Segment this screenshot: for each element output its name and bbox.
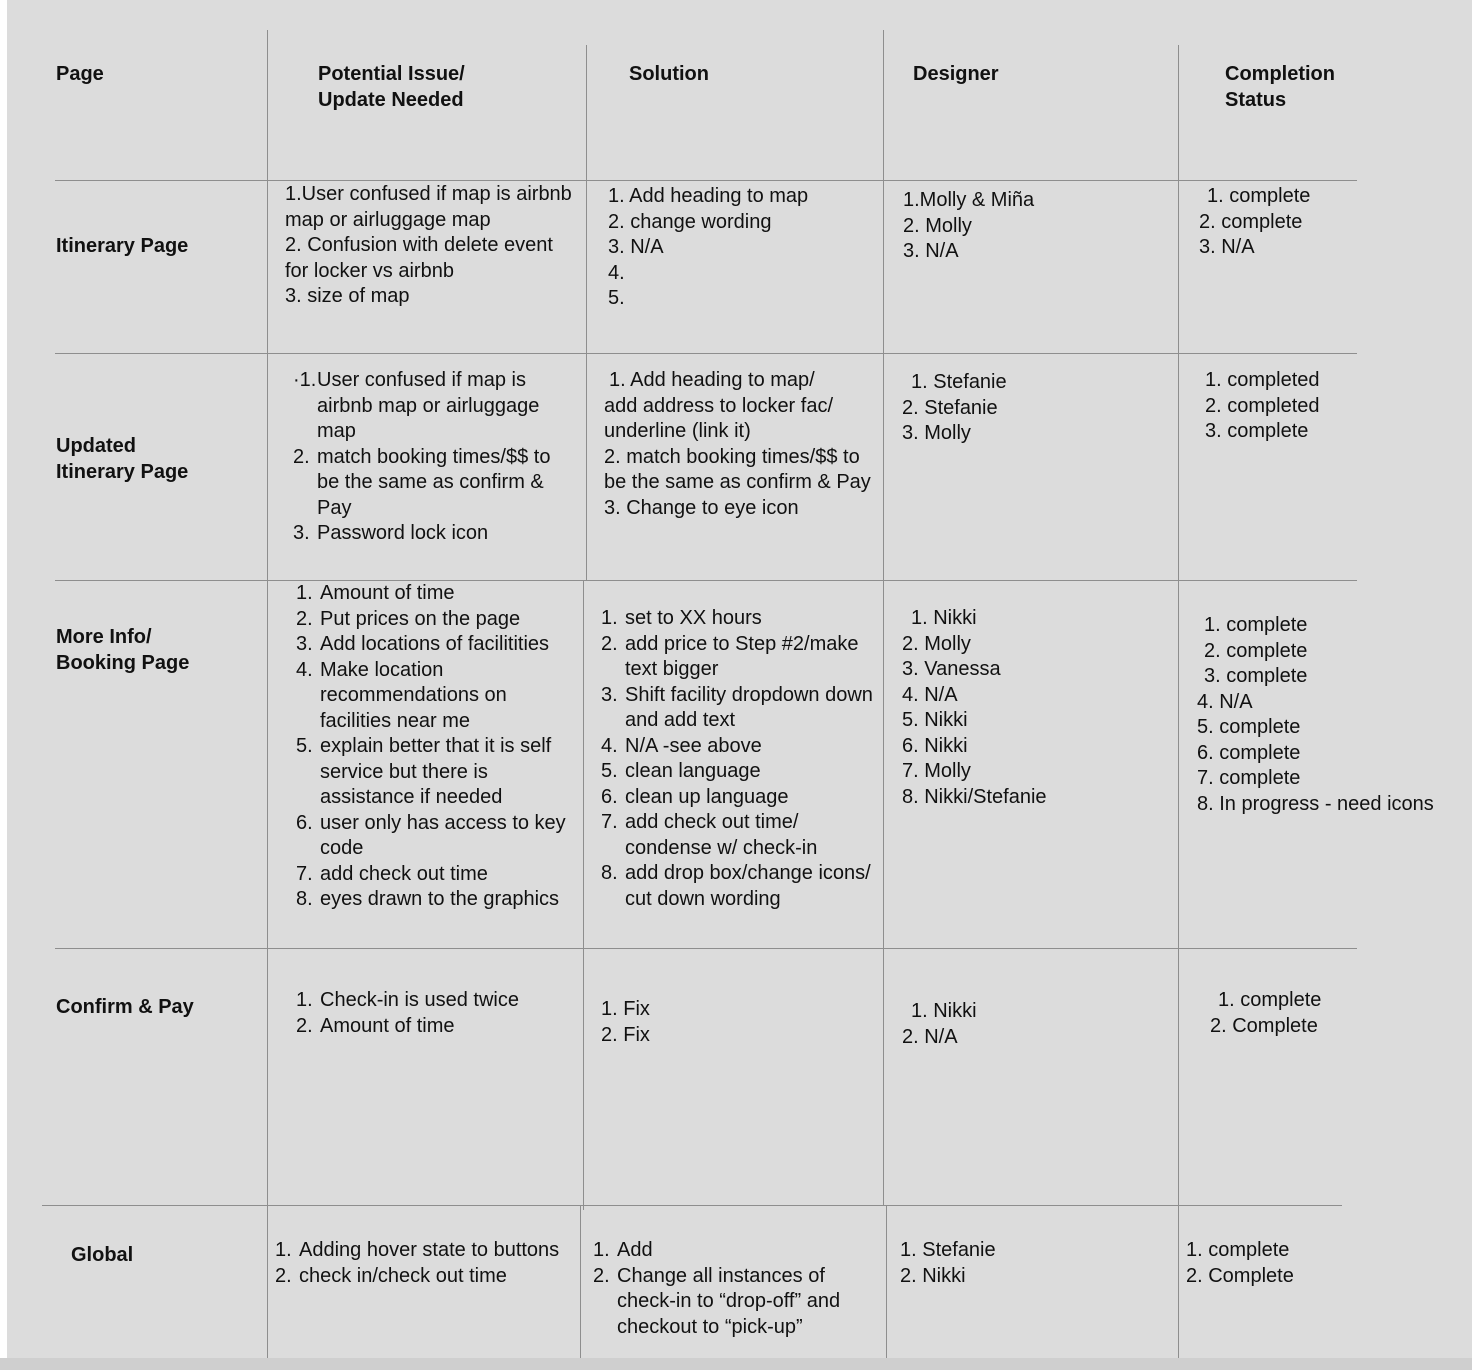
list-item: 8. add drop box/change icons/ cut down wording (601, 862, 871, 910)
list-item: 6. clean up language (601, 785, 789, 808)
list-item: 7. add check out time/ condense w/ check-in (601, 811, 818, 859)
list-item: 4. N/A -see above (601, 734, 762, 757)
row-designers: 1. Nikki 2. Molly 3. Vanessa 4. N/A 5. Nikki 6. Nikki 7. Molly 8. Nikki/Stefanie (902, 607, 1047, 808)
list-item: 1. Add (593, 1239, 653, 1261)
list-item: 8. eyes drawn to the graphics (296, 888, 560, 910)
left-edge-strip (0, 0, 7, 1370)
header-issue: Potential Issue/ Update Needed (318, 63, 465, 111)
row-page-label: Global (71, 1244, 134, 1266)
list-item: 1. set to XX hours (601, 607, 762, 629)
row-issues (275, 1238, 575, 1289)
list-item: 3. Add locations of facilitities (296, 633, 550, 655)
list-item: 4. Make location recommendations on facilities near me (296, 658, 507, 732)
row-solutions (601, 606, 881, 912)
row-issues (296, 988, 578, 1039)
row-solutions (593, 1238, 873, 1340)
column-divider (1178, 45, 1179, 1370)
row-solutions: 1. Add heading to map 2. change wording 3. N/A 4. 5. (608, 185, 809, 309)
row-page-label: Itinerary Page (56, 235, 189, 257)
header-page: Page (56, 63, 104, 85)
row-statuses: 1. complete 2. complete 3. complete 4. N/A 5. complete 6. complete 7. complete 8. In progress - need icons (1197, 614, 1434, 815)
column-divider (583, 580, 584, 1210)
list-item: 3. Password lock icon (293, 522, 489, 544)
row-statuses: 1. completed 2. completed 3. complete (1205, 369, 1320, 442)
row-designers: 1. Stefanie 2. Stefanie 3. Molly (902, 371, 1007, 444)
header-designer: Designer (913, 63, 999, 85)
row-page-label: More Info/ Booking Page (56, 626, 190, 674)
list-item: 2. Change all instances of check-in to “drop-off” and checkout to “pick-up” (593, 1264, 841, 1338)
row-issues (296, 581, 578, 913)
column-divider (883, 30, 884, 1205)
row-issues: 1.User confused if map is airbnb map or airluggage map 2. Confusion with delete event for locker vs airbnb 3. size of map (285, 183, 572, 307)
row-divider (55, 948, 1357, 949)
header-status: Completion Status (1225, 63, 1335, 111)
list-item: ·1. User confused if map is airbnb map or airluggage map (293, 369, 540, 442)
list-item: 5. explain better that it is self service but there is assistance if needed (296, 735, 552, 808)
list-item: 5. clean language (601, 760, 761, 782)
list-item: 1. Check-in is used twice (296, 989, 519, 1011)
list-item: 2. check in/check out time (275, 1264, 507, 1287)
row-issues (285, 368, 575, 547)
row-designers: 1. Stefanie 2. Nikki (900, 1239, 996, 1287)
list-item: 2. match booking times/$$ to be the same as confirm & Pay (293, 445, 551, 519)
list-item: 2. Put prices on the page (296, 607, 521, 630)
column-divider (580, 1205, 581, 1370)
column-divider (886, 1205, 887, 1370)
row-statuses: 1. complete 2. Complete (1186, 1239, 1294, 1287)
column-divider (586, 45, 587, 580)
row-divider (55, 180, 1357, 181)
list-item: 7. add check out time (296, 862, 488, 885)
list-item: 2. Amount of time (296, 1014, 455, 1037)
column-divider (267, 30, 268, 1370)
list-item: 1. Adding hover state to buttons (275, 1239, 560, 1261)
row-divider (55, 580, 1357, 581)
row-statuses: 1. complete 2. complete 3. N/A (1199, 185, 1311, 258)
list-item: 6. user only has access to key code (296, 811, 566, 859)
header-solution: Solution (629, 63, 709, 85)
list-item: 1. Amount of time (296, 582, 455, 604)
row-solutions: 1. Fix 2. Fix (601, 998, 650, 1046)
list-item: 3. Shift facility dropdown down and add text (601, 683, 873, 731)
row-solutions: 1. Add heading to map/ add address to locker fac/ underline (link it) 2. match booking times/$$ to be the same as confirm & Pay 3. Change to eye icon (604, 369, 871, 519)
row-divider (55, 353, 1357, 354)
row-page-label: Confirm & Pay (56, 996, 194, 1018)
row-designers: 1. Nikki 2. N/A (902, 1000, 977, 1048)
row-designers: 1.Molly & Miña 2. Molly 3. N/A (903, 189, 1035, 262)
bottom-shade (0, 1358, 1472, 1370)
list-item: 2. add price to Step #2/make text bigger (601, 632, 859, 680)
row-divider (42, 1205, 1342, 1206)
row-page-label: Updated Itinerary Page (56, 435, 189, 483)
row-statuses: 1. complete 2. Complete (1210, 989, 1322, 1037)
